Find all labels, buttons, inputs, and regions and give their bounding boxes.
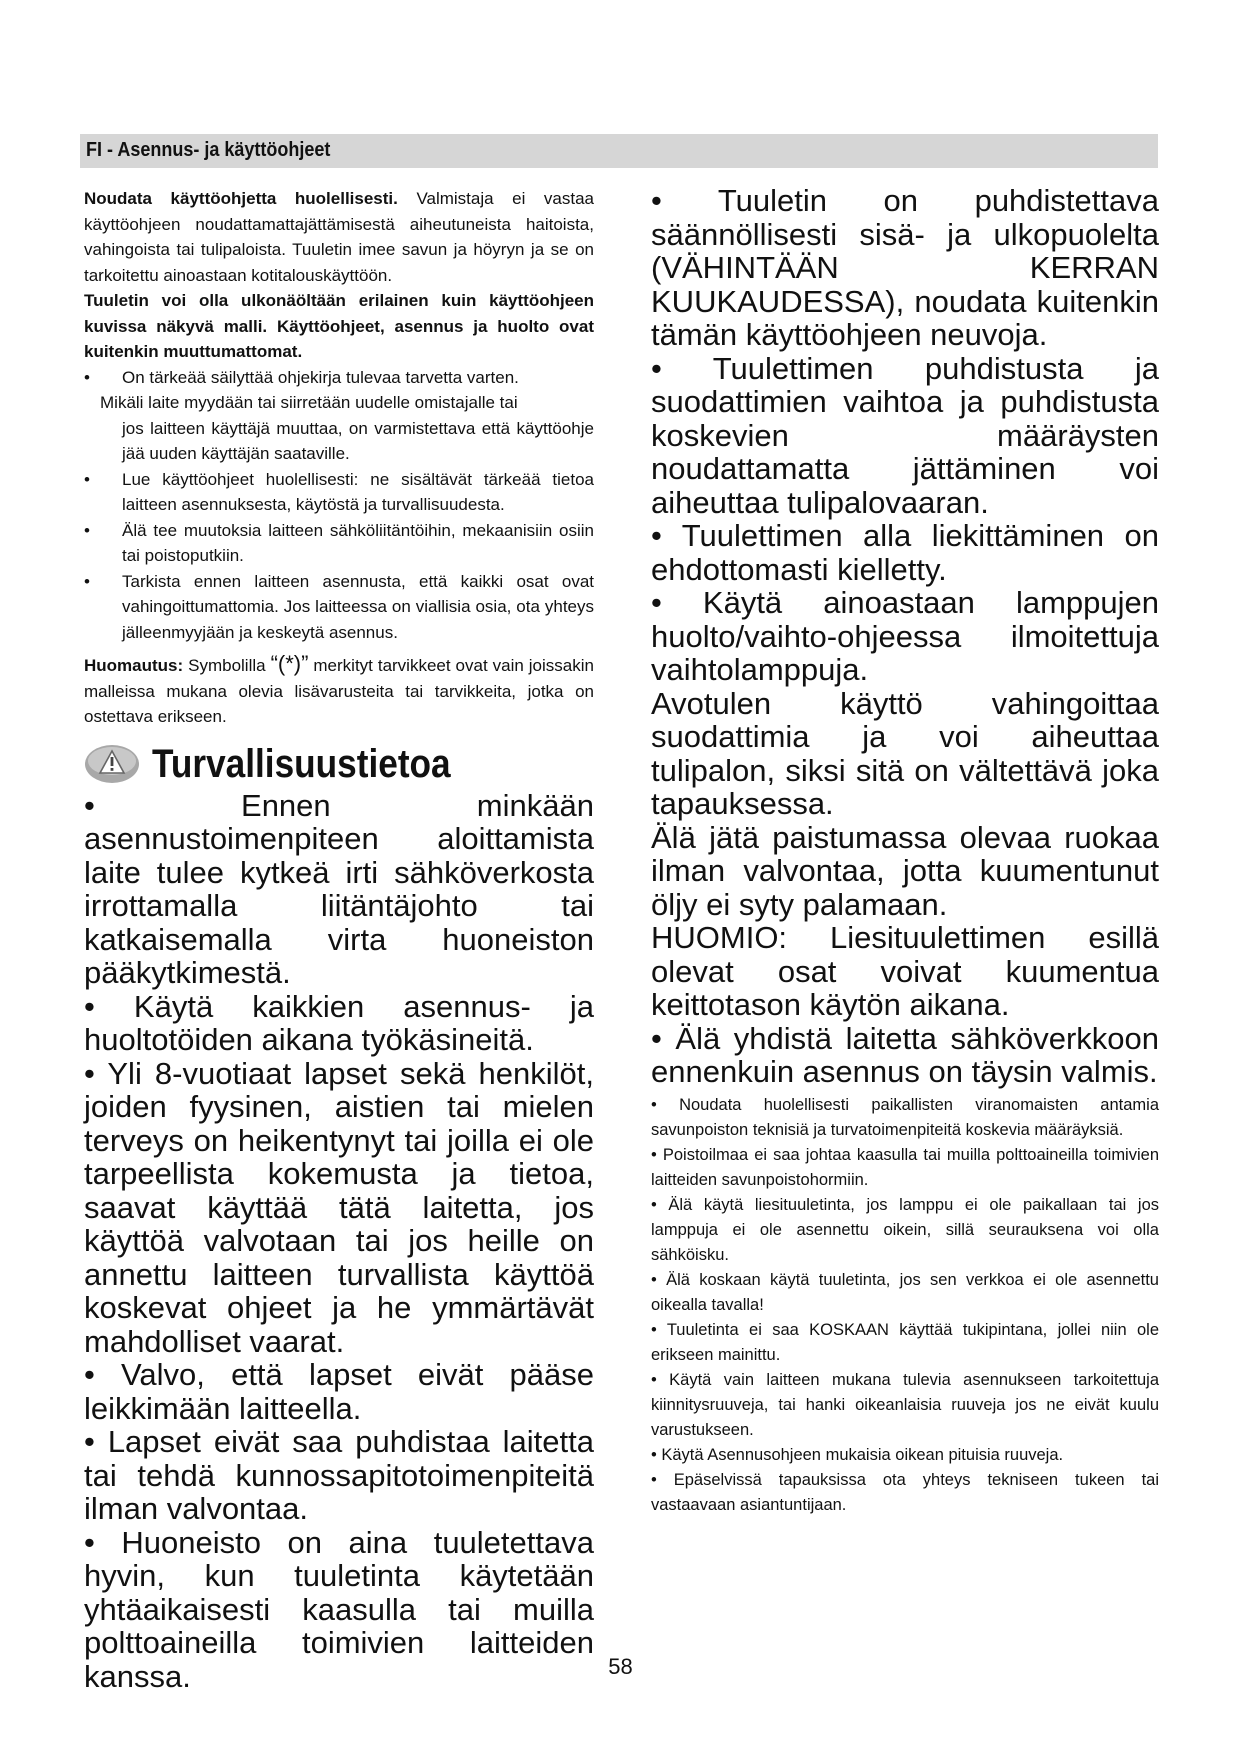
safety-item-r8: • Älä yhdistä laitetta sähköverkkoon ennenkuin asennus on täysin valmis. <box>651 1020 1159 1089</box>
safety-title: Turvallisuustietoa <box>152 741 451 786</box>
safety-item-2: • Käytä kaikkien asennus- ja huoltotöiden aikana työkäsineitä. <box>84 988 594 1057</box>
warning-icon <box>84 744 140 784</box>
optional-symbol: “(*)” <box>270 651 309 676</box>
safety-item-r6: Älä jätä paistumassa olevaa ruokaa ilman valvontaa, jotta kuumentunut öljy ei syty palamaan. <box>651 819 1159 922</box>
page-number: 58 <box>608 1654 633 1679</box>
left-column <box>84 186 594 1693</box>
safety-note-7: • Käytä Asennusohjeen mukaisia oikean pituisia ruuveja. <box>651 1445 1064 1464</box>
safety-item-r5: Avotulen käyttö vahingoittaa suodattimia ja voi aiheuttaa tulipalon, siksi sitä on vältettävä joka tapauksessa. <box>651 685 1159 821</box>
safety-note-5: • Tuuletinta ei saa KOSKAAN käyttää tukipintana, jollei niin ole erikseen mainittu. <box>651 1320 1159 1364</box>
safety-heading <box>84 742 594 787</box>
sold-note-line2: jos laitteen käyttäjä muuttaa, on varmistettava että käyttöohje jää uuden käyttäjän saataville. <box>122 418 594 463</box>
safety-item-4: • Valvo, että lapset eivät pääse leikkimään laitteella. <box>84 1357 594 1426</box>
safety-item-1: • Ennen minkään asennustoimenpiteen aloittamista laite tulee kytkeä irti sähköverkosta irrottamalla liitäntäjohto tai katkaisemalla virta huoneiston pääkytkimestä. <box>84 787 594 990</box>
safety-item-5: • Lapset eivät saa puhdistaa laitetta tai tehdä kunnossapitotoimenpiteitä ilman valvontaa. <box>84 1424 594 1526</box>
sold-note-line1: Mikäli laite myydään tai siirretään uudelle omistajalle tai <box>100 393 518 412</box>
safety-item-6: • Huoneisto on aina tuuletettava hyvin, kun tuuletinta käytetään yhtäaikaisesti kaasulla tai muilla polttoaineilla toimivien laitteiden kanssa. <box>84 1524 594 1694</box>
intro-bold: Noudata käyttöohjetta huolellisesti. <box>84 189 398 208</box>
safety-item-r1: • Tuuletin on puhdistettava säännöllisesti sisä- ja ulkopuolelta (VÄHINTÄÄN KERRAN KUUKAUDESSA), noudata kuitenkin tämän käyttöohjeen neuvoja. <box>651 183 1159 352</box>
safety-note-4: • Älä koskaan käytä tuuletinta, jos sen verkkoa ei ole asennettu oikealla tavalla! <box>651 1270 1159 1314</box>
safety-item-r7: HUOMIO: Liesituulettimen esillä olevat osat voivat kuumentua keittotason käytön aikana. <box>651 920 1159 1022</box>
section-header <box>80 134 1158 168</box>
appearance-note: Tuuletin voi olla ulkonäöltään erilainen kuin käyttöohjeen kuvissa näkyvä malli. Käyttöohjeet, asennus ja huolto ovat kuitenkin muuttumattomat. <box>84 291 594 361</box>
keep-manual-bullet: • On tärkeää säilyttää ohjekirja tulevaa tarvetta varten. <box>84 365 594 391</box>
right-column <box>651 184 1159 1518</box>
check-parts-bullet: • Tarkista ennen laitteen asennusta, että kaikki osat ovat vahingoittumattomia. Jos laitteessa on viallisia osia, ota yhteys jälleenmyyjään ja keskeytä asennus. <box>84 569 594 646</box>
safety-item-r4: • Käytä ainoastaan lamppujen huolto/vaihto-ohjeessa ilmoitettuja vaihtolamppuja. <box>651 585 1159 687</box>
safety-item-r3: • Tuulettimen alla liekittäminen on ehdottomasti kielletty. <box>651 518 1159 587</box>
intro-text: Valmistaja ei vastaa käyttöohjeen noudattamattajättämisestä aiheutuneista haitoista, vahingoista tai tulipaloista. Tuuletin imee savun ja höyryn ja se on tarkoitettu ainoastaan kotitalouskäyttöön. <box>84 189 595 285</box>
safety-note-1: • Noudata huolellisesti paikallisten viranomaisten antamia savunpoiston teknisiä ja turvatoimenpiteitä koskevia määräyksiä. <box>651 1095 1159 1139</box>
intro-paragraph <box>84 186 594 288</box>
optional-accessories-note: Huomautus: Symbolilla “(*)” merkityt tarvikkeet ovat vain joissakin malleissa mukana olevia lisävarusteita tai tarvikkeita, jotka on ostettava erikseen. <box>84 651 594 726</box>
safety-note-2: • Poistoilmaa ei saa johtaa kaasulla tai muilla polttoaineilla toimivien laitteiden savunpoistohormiin. <box>651 1145 1159 1189</box>
read-manual-bullet: • Lue käyttöohjeet huolellisesti: ne sisältävät tärkeää tietoa laitteen asennuksesta, käytöstä ja turvallisuudesta. <box>84 467 594 518</box>
safety-item-r2: • Tuulettimen puhdistusta ja suodattimien vaihtoa ja puhdistusta koskevien määräysten noudattamatta jättäminen voi aiheuttaa tulipalovaaran. <box>651 350 1159 520</box>
safety-note-3: • Älä käytä liesituuletinta, jos lamppu ei ole paikallaan tai jos lamppuja ei ole asennettu oikein, sillä seurauksena voi olla sähköisku. <box>651 1195 1159 1264</box>
safety-note-8: • Epäselvissä tapauksissa ota yhteys tekniseen tukeen tai vastaavaan asiantuntijaan. <box>651 1470 1159 1514</box>
section-header-title: FI - Asennus- ja käyttöohjeet <box>86 139 331 161</box>
safety-item-3: • Yli 8-vuotiaat lapset sekä henkilöt, joiden fyysinen, aistien tai mielen terveys on heikentynyt tai joilla ei ole tarpeellista kokemusta ja tietoa, saavat käyttää tätä laitetta, jos käyttöä valvotaan tai jos heille on annettu laitteen turvallista käyttöä koskevat ohjeet ja he ymmärtävät mahdolliset vaarat. <box>84 1055 594 1359</box>
safety-note-6: • Käytä vain laitteen mukana tulevia asennukseen tarkoitettuja kiinnitysruuveja, tai hanki oikeanlaisia ruuveja jos ne eivät kuulu varustukseen. <box>651 1370 1159 1439</box>
no-modification-bullet: • Älä tee muutoksia laitteen sähköliitäntöihin, mekaanisiin osiin tai poistoputkiin. <box>84 518 594 569</box>
